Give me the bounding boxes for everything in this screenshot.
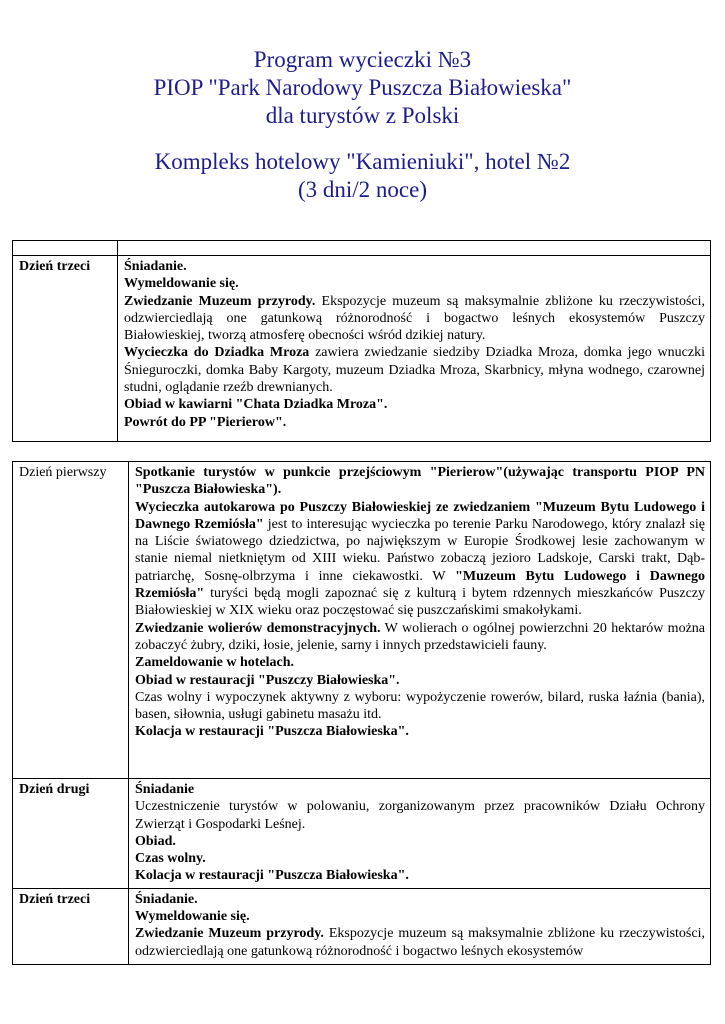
folk-museum-text: turyści będą mogli zapoznać się z kulturą i bytem rdzennych mieszkańców Puszczy Białowieskiej w XIX wieku oraz poczęstować się puszczańskimi smakołykami. xyxy=(135,586,705,619)
lunch-item: Obiad. xyxy=(135,833,176,849)
day-label: Dzień trzeci xyxy=(13,888,129,964)
table-row-day-three xyxy=(13,888,711,964)
table-row-day-one xyxy=(13,462,711,779)
title-line-program: Program wycieczki №3 xyxy=(253,47,472,72)
free-time-item: Czas wolny i wypoczynek aktywny z wyboru: wypożyczenie rowerów, bilard, ruska łaźnia (bania), basen, siłownia, usługi gabinetu masażu itd. xyxy=(135,689,705,723)
free-time-item: Czas wolny. xyxy=(135,851,206,867)
breakfast-item: Śniadanie xyxy=(135,782,195,797)
title-line-park: PIOP "Park Narodowy Puszcza Białowieska" xyxy=(153,75,572,100)
title-line-duration: (3 dni/2 noce) xyxy=(297,177,427,202)
museum-text: Ekspozycje muzeum są maksymalnie zbliżone ku rzeczywistości, odzwierciedlają one gatunkową różnorodność i bogactwo leśnych ekosystemów xyxy=(135,926,705,959)
table-row-day-three xyxy=(13,256,711,442)
enclosures-text: W wolierach o ogólnej powierzchni 20 hektarów można zobaczyć żubry, dziki, łosie, jelenie, sarny i innych przedstawicieli fauny. xyxy=(135,620,705,653)
meeting-item: Spotkanie turystów w punkcie przejściowym "Pierierow"(używając transportu PIOP PN "Puszcza Białowieska"). xyxy=(135,465,705,498)
day-description xyxy=(118,256,711,442)
day-description xyxy=(129,779,711,889)
santa-trip-text: zawiera zwiedzanie siedziby Dziadka Mroza, domka jego wnuczki Śnieguroczki, domka Baby Kargoty, muzeum Dziadka Mroza, Skarbnicy, młyna wodnego, czarownej studni, oglądanie rzeźb drewnianych. xyxy=(124,345,705,396)
empty-cell xyxy=(118,241,711,256)
checkin-item: Zameldowanie w hotelach. xyxy=(135,655,295,671)
museum-paragraph xyxy=(124,293,705,345)
bus-tour-text: jest to interesując wycieczka po terenie Parku Narodowego, który znalazł się na Liście światowego dziedzictwa, po największym w Europie Środkowej lesie zachowanym w stanie niemal nietkniętym od XIII wieku. Państwo zobaczą jezioro Ladskoje, Carski trakt, Dąb-patriarchę, Sosnę-olbrzyma i inne ciekawostki. W xyxy=(135,516,705,584)
breakfast-item: Śniadanie. xyxy=(135,891,198,907)
dinner-item: Kolacja w restauracji "Puszcza Białowieska". xyxy=(135,868,409,884)
day-label: Dzień drugi xyxy=(13,779,129,889)
enclosures-heading: Zwiedzanie wolierów demonstracyjnych. xyxy=(135,620,381,636)
santa-trip-heading: Wycieczka do Dziadka Mroza xyxy=(124,345,310,361)
table-row-empty xyxy=(13,241,711,256)
program-table-top xyxy=(12,240,711,442)
santa-trip-paragraph xyxy=(124,344,705,396)
program-table-main xyxy=(12,461,711,965)
checkout-item: Wymeldowanie się. xyxy=(135,909,250,925)
day-label: Dzień trzeci xyxy=(13,256,118,442)
day-label: Dzień pierwszy xyxy=(13,462,129,779)
bus-tour-heading: Wycieczka autokarowa po Puszczy Białowieskiej ze zwiedzaniem "Muzeum Bytu Ludowego i Dawnego Rzemiósła" xyxy=(135,499,705,532)
folk-museum-name: "Muzeum Bytu Ludowego i Dawnego Rzemiósła" xyxy=(135,568,706,602)
museum-text: Ekspozycje muzeum są maksymalnie zbliżone ku rzeczywistości, odzwierciedlają one gatunkową różnorodność i bogactwo leśnych ekosystemów Puszczy Białowieskiej, tworzą atmosferę obecności wśród dzikiej natury. xyxy=(124,293,705,344)
document-title xyxy=(0,46,725,204)
hunting-item: Uczestniczenie turystów w polowaniu, zorganizowanym przez pracowników Działu Ochrony Zwierząt i Gospodarki Leśnej. xyxy=(135,799,705,832)
dinner-item: Kolacja w restauracji "Puszcza Białowieska". xyxy=(135,724,409,740)
day-description xyxy=(129,888,711,964)
table-row-day-two xyxy=(13,779,711,889)
lunch-item: Obiad w kawiarni "Chata Dziadka Mroza". xyxy=(124,397,388,413)
empty-cell xyxy=(13,241,118,256)
breakfast-item: Śniadanie. xyxy=(124,259,187,274)
return-item: Powrót do PP "Pierierow". xyxy=(124,414,287,430)
title-line-hotel: Kompleks hotelowy "Kamieniuki", hotel №2 xyxy=(154,149,571,174)
museum-heading: Zwiedzanie Muzeum przyrody. xyxy=(135,926,324,942)
museum-paragraph xyxy=(135,925,705,960)
lunch-item: Obiad w restauracji "Puszczy Białowieska". xyxy=(135,672,400,688)
bus-tour-paragraph xyxy=(135,499,705,620)
museum-heading: Zwiedzanie Muzeum przyrody. xyxy=(124,293,316,309)
day-description xyxy=(129,462,711,779)
enclosures-paragraph xyxy=(135,620,705,655)
checkout-item: Wymeldowanie się. xyxy=(124,276,239,292)
title-line-audience: dla turystów z Polski xyxy=(265,103,460,128)
